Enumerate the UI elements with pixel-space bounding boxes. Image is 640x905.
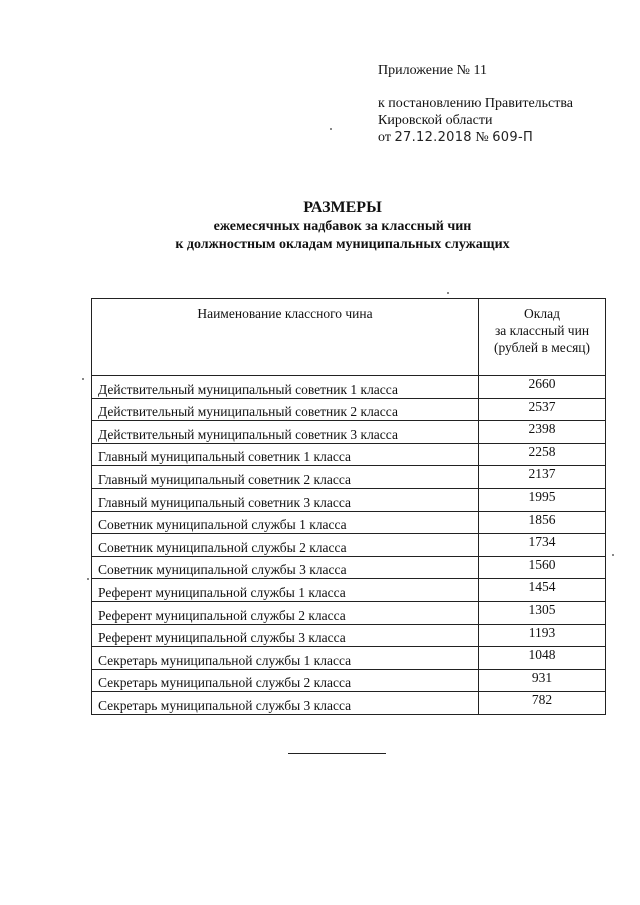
number-handwritten: 609-П: [492, 130, 534, 145]
heading-title: РАЗМЕРЫ: [303, 199, 382, 216]
salary-value: 931: [479, 669, 606, 692]
heading-subtitle-2: к должностным окладам муниципальных служащих: [175, 237, 510, 252]
salary-value: 2537: [479, 398, 606, 421]
header-salary-line-2: за классный чин: [494, 323, 590, 338]
table-row: [92, 398, 606, 421]
date-prefix: от: [378, 130, 391, 145]
table-row: [92, 488, 606, 511]
table-row: [92, 466, 606, 489]
heading-subtitle-1: ежемесячных надбавок за классный чин: [213, 219, 472, 234]
appendix-ref-line-2: Кировской области: [378, 113, 493, 128]
table-row: [92, 443, 606, 466]
header-salary-line-3: (рублей в месяц): [493, 340, 591, 355]
table-row: [92, 692, 606, 715]
salary-value: 782: [479, 692, 606, 715]
table-header-row: [92, 299, 606, 376]
rank-name: Секретарь муниципальной службы 1 класса: [92, 647, 479, 670]
rank-name: Советник муниципальной службы 2 класса: [92, 534, 479, 557]
rank-name: Действительный муниципальный советник 2 класса: [92, 398, 479, 421]
end-divider: [288, 753, 386, 754]
salary-value: 1856: [479, 511, 606, 534]
salary-value: 1734: [479, 534, 606, 557]
rank-name: Референт муниципальной службы 2 класса: [92, 601, 479, 624]
rank-name: Секретарь муниципальной службы 3 класса: [92, 692, 479, 715]
scan-speck: [87, 578, 89, 580]
rank-name: Советник муниципальной службы 1 класса: [92, 511, 479, 534]
scan-speck: [82, 378, 84, 380]
rank-name: Действительный муниципальный советник 3 класса: [92, 421, 479, 444]
table-row: [92, 376, 606, 399]
table-row: [92, 534, 606, 557]
table-row: [92, 556, 606, 579]
rank-name: Референт муниципальной службы 1 класса: [92, 579, 479, 602]
header-rank-name: Наименование классного чина: [92, 299, 479, 376]
date-handwritten: 27.12.2018: [394, 130, 472, 145]
table-row: [92, 421, 606, 444]
scan-speck: [612, 554, 614, 556]
document-heading: [0, 197, 640, 254]
salary-value: 2258: [479, 443, 606, 466]
header-salary-line-1: Оклад: [524, 306, 560, 321]
salary-table: [91, 298, 606, 715]
salary-value: 1995: [479, 488, 606, 511]
rank-name: Главный муниципальный советник 1 класса: [92, 443, 479, 466]
salary-value: 1048: [479, 647, 606, 670]
table-row: [92, 669, 606, 692]
rank-name: Референт муниципальной службы 3 класса: [92, 624, 479, 647]
salary-value: 2137: [479, 466, 606, 489]
table-row: [92, 579, 606, 602]
rank-name: Главный муниципальный советник 3 класса: [92, 488, 479, 511]
rank-name: Действительный муниципальный советник 1 класса: [92, 376, 479, 399]
salary-value: 1193: [479, 624, 606, 647]
scan-speck: [447, 292, 449, 294]
rank-name: Главный муниципальный советник 2 класса: [92, 466, 479, 489]
header-salary: [479, 299, 606, 376]
salary-value: 1305: [479, 601, 606, 624]
salary-value: 2660: [479, 376, 606, 399]
table-row: [92, 647, 606, 670]
table-row: [92, 601, 606, 624]
scan-speck: [330, 128, 332, 130]
appendix-block: [378, 62, 618, 146]
salary-value: 2398: [479, 421, 606, 444]
rank-name: Советник муниципальной службы 3 класса: [92, 556, 479, 579]
salary-value: 1454: [479, 579, 606, 602]
appendix-ref-line-1: к постановлению Правительства: [378, 96, 574, 111]
number-prefix: №: [475, 130, 489, 145]
appendix-number: Приложение № 11: [378, 63, 487, 78]
salary-value: 1560: [479, 556, 606, 579]
table-row: [92, 624, 606, 647]
table-row: [92, 511, 606, 534]
appendix-date-line: [378, 129, 618, 146]
rank-name: Секретарь муниципальной службы 2 класса: [92, 669, 479, 692]
